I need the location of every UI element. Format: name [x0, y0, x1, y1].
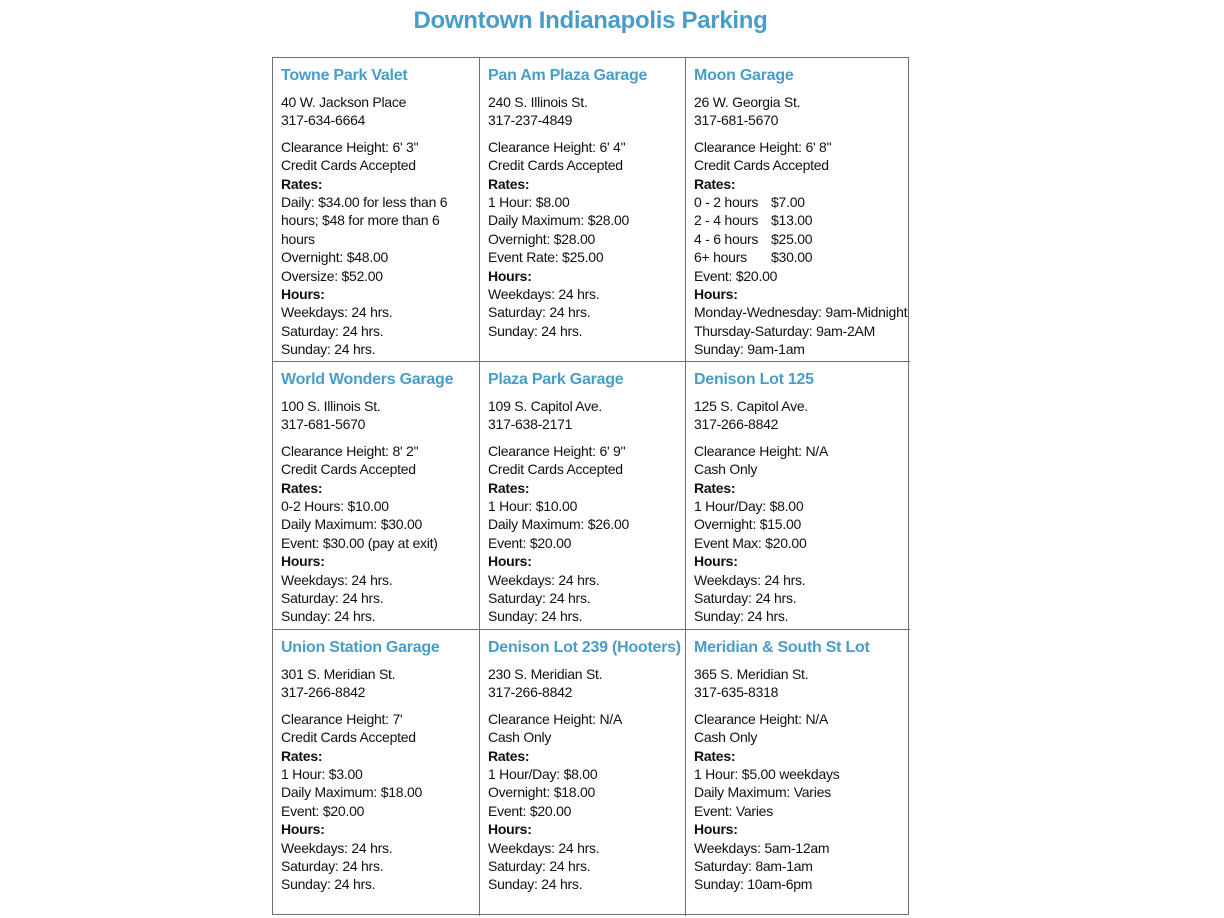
hours-heading: Hours:	[281, 553, 325, 570]
garage-address: 240 S. Illinois St.	[488, 94, 588, 110]
rate-line: Daily: $34.00 for less than 6 hours; $48 for more than 6 hours	[281, 194, 448, 247]
rate-line: 1 Hour: $3.00	[281, 766, 363, 783]
hours-line: Sunday: 24 hrs.	[488, 608, 583, 625]
hours-line: Weekdays: 24 hrs.	[281, 304, 393, 321]
rates-heading: Rates:	[488, 175, 530, 192]
rate-line: 0-2 Hours: $10.00	[281, 498, 389, 515]
hours-line: Saturday: 8am-1am	[694, 858, 813, 875]
garage-contact	[281, 397, 475, 434]
hours-line: Saturday: 24 hrs.	[281, 858, 384, 875]
hours-line: Weekdays: 24 hrs.	[281, 839, 393, 856]
hours-line: Sunday: 10am-6pm	[694, 876, 813, 893]
rates-heading: Rates:	[488, 479, 530, 496]
garage-phone: 317-681-5670	[281, 416, 366, 433]
hours-line: Saturday: 24 hrs.	[488, 304, 591, 321]
rate-table-row	[694, 248, 906, 266]
clearance-height: Clearance Height: 8' 2"	[281, 442, 419, 459]
payment-method: Credit Cards Accepted	[488, 157, 623, 174]
rate-line: Event: $30.00 (pay at exit)	[281, 534, 438, 551]
hours-heading: Hours:	[488, 821, 532, 838]
garage-phone: 317-681-5670	[694, 112, 779, 129]
rate-range: 4 - 6 hours	[694, 230, 759, 247]
garage-phone: 317-237-4849	[488, 112, 573, 129]
garage-address: 125 S. Capitol Ave.	[694, 398, 809, 414]
rate-line: Event: $20.00	[694, 267, 778, 284]
clearance-height: Clearance Height: 7'	[281, 710, 403, 727]
rate-line: Daily Maximum: $18.00	[281, 784, 423, 801]
garage-contact	[488, 93, 681, 130]
rate-range: 2 - 4 hours	[694, 212, 759, 229]
rate-price: $13.00	[771, 212, 813, 229]
payment-method: Credit Cards Accepted	[488, 461, 623, 478]
garage-address: 230 S. Meridian St.	[488, 666, 603, 682]
hours-line: Saturday: 24 hrs.	[488, 590, 591, 607]
garage-name: Towne Park Valet	[281, 67, 408, 84]
garage-name: Plaza Park Garage	[488, 371, 624, 388]
hours-line: Saturday: 24 hrs.	[281, 590, 384, 607]
garage-name: Denison Lot 239 (Hooters)	[488, 639, 681, 656]
rate-line: 1 Hour: $5.00 weekdays	[694, 766, 840, 783]
garage-name: Union Station Garage	[281, 639, 440, 656]
garage-card	[273, 362, 480, 630]
rates-heading: Rates:	[694, 479, 736, 496]
garage-name: Denison Lot 125	[694, 371, 814, 388]
garage-phone: 317-266-8842	[694, 416, 779, 433]
rate-range: 0 - 2 hours	[694, 194, 759, 211]
clearance-height: Clearance Height: N/A	[694, 442, 829, 459]
clearance-height: Clearance Height: 6' 4"	[488, 138, 626, 155]
hours-line: Saturday: 24 hrs.	[281, 322, 384, 339]
garage-contact	[694, 93, 906, 130]
garage-name: World Wonders Garage	[281, 371, 454, 388]
hours-heading: Hours:	[281, 821, 325, 838]
rate-price: $30.00	[771, 249, 813, 266]
hours-heading: Hours:	[488, 267, 532, 284]
hours-line: Sunday: 24 hrs.	[281, 341, 376, 358]
rate-line: Overnight: $15.00	[694, 516, 802, 533]
rate-line: Daily Maximum: $30.00	[281, 516, 423, 533]
rate-table-row	[694, 211, 906, 229]
rate-line: Event: Varies	[694, 802, 773, 819]
hours-heading: Hours:	[694, 553, 738, 570]
garage-card	[273, 630, 480, 916]
hours-line: Weekdays: 24 hrs.	[488, 286, 600, 303]
hours-heading: Hours:	[488, 553, 532, 570]
rate-line: Daily Maximum: $26.00	[488, 516, 630, 533]
rates-heading: Rates:	[281, 747, 323, 764]
garage-contact	[488, 665, 681, 702]
rate-line: 1 Hour: $10.00	[488, 498, 578, 515]
hours-heading: Hours:	[694, 821, 738, 838]
rate-line: 1 Hour/Day: $8.00	[488, 766, 598, 783]
rate-line: Event Rate: $25.00	[488, 249, 604, 266]
garage-name: Pan Am Plaza Garage	[488, 67, 648, 84]
rate-range: 6+ hours	[694, 249, 747, 266]
hours-line: Saturday: 24 hrs.	[488, 858, 591, 875]
garage-address: 40 W. Jackson Place	[281, 94, 407, 110]
hours-line: Sunday: 9am-1am	[694, 341, 805, 358]
garage-contact	[694, 665, 906, 702]
hours-line: Sunday: 24 hrs.	[488, 322, 583, 339]
hours-heading: Hours:	[281, 286, 325, 303]
rate-line: Overnight: $18.00	[488, 784, 596, 801]
garage-phone: 317-635-8318	[694, 684, 779, 701]
payment-method: Credit Cards Accepted	[281, 461, 416, 478]
rate-line: Overnight: $48.00	[281, 249, 389, 266]
garage-card	[686, 362, 910, 630]
rate-line: 1 Hour: $8.00	[488, 194, 570, 211]
rates-heading: Rates:	[694, 175, 736, 192]
rate-line: Event: $20.00	[281, 802, 365, 819]
garage-card	[686, 58, 910, 362]
garage-card	[480, 58, 686, 362]
clearance-height: Clearance Height: 6' 8"	[694, 138, 832, 155]
rate-price: $7.00	[771, 194, 805, 211]
garage-contact	[281, 93, 475, 130]
page-title: Downtown Indianapolis Parking	[413, 7, 768, 34]
rate-table-row	[694, 230, 906, 248]
garage-address: 26 W. Georgia St.	[694, 94, 801, 110]
clearance-height: Clearance Height: 6' 3"	[281, 138, 419, 155]
hours-line: Weekdays: 24 hrs.	[488, 839, 600, 856]
hours-line: Thursday-Saturday: 9am-2AM	[694, 322, 876, 339]
rate-line: Daily Maximum: $28.00	[488, 212, 630, 229]
payment-method: Cash Only	[694, 461, 758, 478]
parking-grid	[272, 57, 909, 915]
rates-heading: Rates:	[694, 747, 736, 764]
garage-address: 301 S. Meridian St.	[281, 666, 396, 682]
garage-address: 100 S. Illinois St.	[281, 398, 381, 414]
garage-name: Moon Garage	[694, 67, 794, 84]
rate-line: Event: $20.00	[488, 802, 572, 819]
garage-address: 109 S. Capitol Ave.	[488, 398, 603, 414]
payment-method: Credit Cards Accepted	[281, 729, 416, 746]
rate-line: Daily Maximum: Varies	[694, 784, 831, 801]
rates-heading: Rates:	[281, 479, 323, 496]
garage-card	[686, 630, 910, 916]
payment-method: Cash Only	[694, 729, 758, 746]
rate-line: Event Max: $20.00	[694, 534, 807, 551]
hours-line: Weekdays: 24 hrs.	[488, 571, 600, 588]
hours-line: Sunday: 24 hrs.	[281, 876, 376, 893]
clearance-height: Clearance Height: N/A	[488, 710, 623, 727]
hours-heading: Hours:	[694, 286, 738, 303]
hours-line: Sunday: 24 hrs.	[281, 608, 376, 625]
hours-line: Monday-Wednesday: 9am-Midnight	[694, 304, 908, 321]
rate-line: Oversize: $52.00	[281, 267, 383, 284]
garage-contact	[488, 397, 681, 434]
garage-card	[480, 362, 686, 630]
rate-price: $25.00	[771, 230, 813, 247]
garage-card	[273, 58, 480, 362]
payment-method: Credit Cards Accepted	[694, 157, 829, 174]
hours-line: Sunday: 24 hrs.	[694, 608, 789, 625]
garage-card	[480, 630, 686, 916]
garage-name: Meridian & South St Lot	[694, 639, 870, 656]
garage-phone: 317-266-8842	[488, 684, 573, 701]
clearance-height: Clearance Height: N/A	[694, 710, 829, 727]
hours-line: Weekdays: 24 hrs.	[281, 571, 393, 588]
rates-heading: Rates:	[281, 175, 323, 192]
rate-line: 1 Hour/Day: $8.00	[694, 498, 804, 515]
hours-line: Sunday: 24 hrs.	[488, 876, 583, 893]
garage-phone: 317-266-8842	[281, 684, 366, 701]
payment-method: Cash Only	[488, 729, 552, 746]
garage-contact	[281, 665, 475, 702]
garage-contact	[694, 397, 906, 434]
hours-line: Weekdays: 24 hrs.	[694, 571, 806, 588]
hours-line: Weekdays: 5am-12am	[694, 839, 830, 856]
rate-line: Overnight: $28.00	[488, 230, 596, 247]
rates-heading: Rates:	[488, 747, 530, 764]
garage-phone: 317-638-2171	[488, 416, 573, 433]
garage-address: 365 S. Meridian St.	[694, 666, 809, 682]
garage-phone: 317-634-6664	[281, 112, 366, 129]
payment-method: Credit Cards Accepted	[281, 157, 416, 174]
hours-line: Saturday: 24 hrs.	[694, 590, 797, 607]
rate-table-row	[694, 193, 906, 211]
rate-line: Event: $20.00	[488, 534, 572, 551]
clearance-height: Clearance Height: 6' 9"	[488, 442, 626, 459]
